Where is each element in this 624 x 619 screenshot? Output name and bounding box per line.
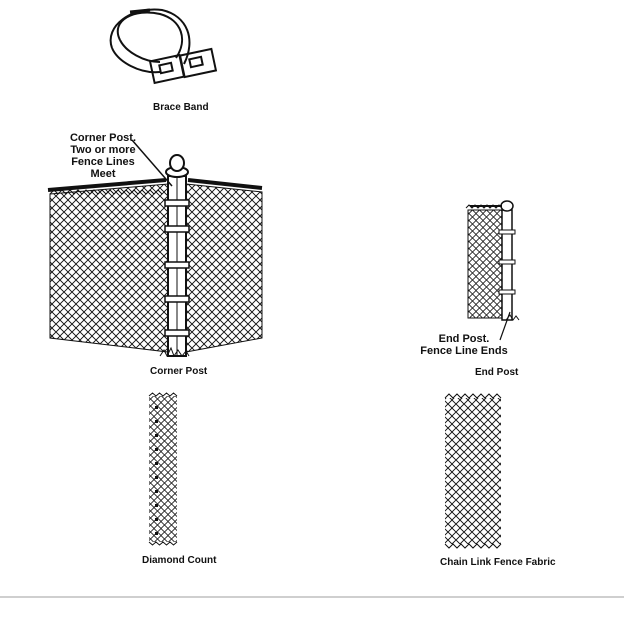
diamond-count-label: Diamond Count xyxy=(142,555,217,566)
end-post-callout-line2: Fence Line Ends xyxy=(420,345,508,357)
chain-link-fabric-drawing xyxy=(445,394,501,548)
corner-post-label: Corner Post xyxy=(150,366,208,377)
brace-band-drawing xyxy=(111,9,216,82)
diamond-count-drawing xyxy=(149,393,177,545)
corner-post-callout-line2: Two or more xyxy=(70,144,136,156)
corner-post-callout xyxy=(58,132,148,180)
corner-post-callout-line1: Corner Post. xyxy=(69,132,136,144)
corner-post-callout-line3: Fence Lines xyxy=(71,156,135,168)
end-post-callout xyxy=(412,333,516,357)
end-fence-drawing xyxy=(466,201,519,340)
chain-link-fabric-label: Chain Link Fence Fabric xyxy=(440,557,556,568)
corner-post-callout-line4: Meet xyxy=(90,168,116,180)
bottom-rule xyxy=(0,596,624,598)
brace-band-label: Brace Band xyxy=(153,102,209,113)
end-post-label: End Post xyxy=(475,367,519,378)
end-post-callout-line1: End Post. xyxy=(438,333,490,345)
